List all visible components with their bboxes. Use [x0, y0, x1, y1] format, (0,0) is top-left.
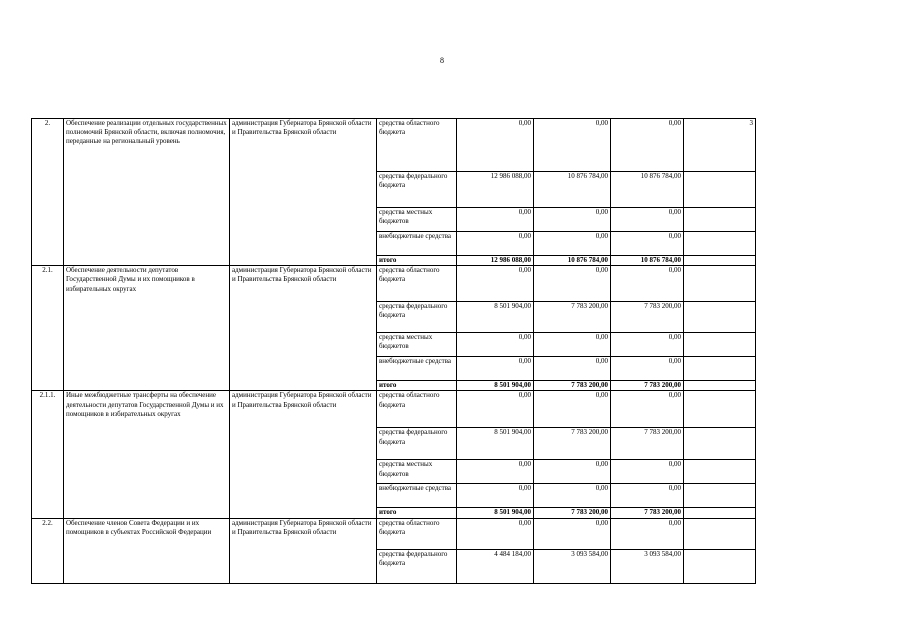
amount-cell: 3 093 584,00 [534, 549, 611, 583]
amount-cell: 0,00 [457, 460, 534, 484]
funding-source: средства местных бюджетов [377, 208, 457, 232]
extra-cell [684, 391, 756, 428]
table-row [32, 391, 756, 428]
amount-cell: 0,00 [534, 391, 611, 428]
amount-cell: 0,00 [534, 357, 611, 381]
amount-cell: 12 986 088,00 [457, 256, 534, 266]
amount-cell: 7 783 200,00 [534, 302, 611, 333]
amount-cell: 8 501 904,00 [457, 508, 534, 518]
event-name: Обеспечение членов Совета Федерации и их помощников в субъектах Российской Федерации [64, 518, 230, 583]
extra-cell: 3 [684, 119, 756, 172]
funding-source: средства федерального бюджета [377, 302, 457, 333]
extra-cell [684, 508, 756, 518]
funding-source: средства областного бюджета [377, 391, 457, 428]
amount-cell: 10 876 784,00 [611, 172, 684, 208]
amount-cell: 0,00 [457, 518, 534, 549]
row-number: 2. [32, 119, 64, 266]
amount-cell: 8 501 904,00 [457, 381, 534, 391]
amount-cell: 10 876 784,00 [534, 256, 611, 266]
funding-source: средства областного бюджета [377, 518, 457, 549]
extra-cell [684, 460, 756, 484]
amount-cell: 0,00 [534, 333, 611, 357]
extra-cell [684, 256, 756, 266]
funding-source: средства федерального бюджета [377, 549, 457, 583]
amount-cell: 0,00 [611, 333, 684, 357]
amount-cell: 0,00 [534, 484, 611, 508]
amount-cell: 0,00 [457, 391, 534, 428]
amount-cell: 10 876 784,00 [611, 256, 684, 266]
amount-cell: 7 783 200,00 [534, 508, 611, 518]
event-name: Обеспечение деятельности депутатов Государственной Думы и их помощников в избирательных округах [64, 266, 230, 391]
funding-source: средства областного бюджета [377, 119, 457, 172]
amount-cell: 0,00 [611, 119, 684, 172]
row-number: 2.1.1. [32, 391, 64, 518]
event-name: Обеспечение реализации отдельных государственных полномочий Брянской области, включая полномочия, переданные на региональный уровень [64, 119, 230, 266]
executor: администрация Губернатора Брянской области и Правительства Брянской области [230, 266, 377, 391]
amount-cell: 0,00 [457, 232, 534, 256]
amount-cell: 0,00 [611, 266, 684, 302]
amount-cell: 10 876 784,00 [534, 172, 611, 208]
extra-cell [684, 172, 756, 208]
amount-cell: 7 783 200,00 [611, 302, 684, 333]
extra-cell [684, 428, 756, 460]
amount-cell: 0,00 [534, 266, 611, 302]
extra-cell [684, 266, 756, 302]
amount-cell: 0,00 [611, 208, 684, 232]
funding-source: средства федерального бюджета [377, 428, 457, 460]
amount-cell: 0,00 [457, 208, 534, 232]
budget-table [31, 118, 756, 584]
table-body [32, 119, 756, 584]
amount-cell: 0,00 [457, 333, 534, 357]
funding-source: итого [377, 256, 457, 266]
amount-cell: 8 501 904,00 [457, 428, 534, 460]
amount-cell: 0,00 [457, 119, 534, 172]
funding-source: средства областного бюджета [377, 266, 457, 302]
funding-source: средства федерального бюджета [377, 172, 457, 208]
extra-cell [684, 333, 756, 357]
amount-cell: 0,00 [611, 518, 684, 549]
executor: администрация Губернатора Брянской области и Правительства Брянской области [230, 391, 377, 518]
amount-cell: 12 986 088,00 [457, 172, 534, 208]
executor: администрация Губернатора Брянской области и Правительства Брянской области [230, 119, 377, 266]
funding-source: внебюджетные средства [377, 484, 457, 508]
row-number: 2.1. [32, 266, 64, 391]
amount-cell: 3 093 584,00 [611, 549, 684, 583]
amount-cell: 0,00 [611, 391, 684, 428]
extra-cell [684, 518, 756, 549]
amount-cell: 7 783 200,00 [534, 428, 611, 460]
amount-cell: 7 783 200,00 [611, 508, 684, 518]
amount-cell: 7 783 200,00 [611, 428, 684, 460]
executor: администрация Губернатора Брянской области и Правительства Брянской области [230, 518, 377, 583]
extra-cell [684, 381, 756, 391]
amount-cell: 7 783 200,00 [611, 381, 684, 391]
event-name: Иные межбюджетные трансферты на обеспечение деятельности депутатов Государственной Думы и их помощников в избирательных округах [64, 391, 230, 518]
extra-cell [684, 232, 756, 256]
amount-cell: 0,00 [611, 357, 684, 381]
amount-cell: 0,00 [457, 266, 534, 302]
amount-cell: 0,00 [534, 460, 611, 484]
funding-source: итого [377, 381, 457, 391]
row-number: 2.2. [32, 518, 64, 583]
amount-cell: 0,00 [534, 119, 611, 172]
table-row [32, 518, 756, 549]
amount-cell: 0,00 [611, 484, 684, 508]
extra-cell [684, 549, 756, 583]
table-row [32, 119, 756, 172]
extra-cell [684, 484, 756, 508]
extra-cell [684, 357, 756, 381]
funding-source: внебюджетные средства [377, 357, 457, 381]
extra-cell [684, 302, 756, 333]
funding-source: итого [377, 508, 457, 518]
funding-source: средства местных бюджетов [377, 460, 457, 484]
funding-source: средства местных бюджетов [377, 333, 457, 357]
extra-cell [684, 208, 756, 232]
amount-cell: 0,00 [457, 357, 534, 381]
page-number: 8 [440, 56, 444, 65]
amount-cell: 7 783 200,00 [534, 381, 611, 391]
amount-cell: 0,00 [534, 208, 611, 232]
amount-cell: 4 484 184,00 [457, 549, 534, 583]
amount-cell: 8 501 904,00 [457, 302, 534, 333]
amount-cell: 0,00 [534, 232, 611, 256]
funding-source: внебюджетные средства [377, 232, 457, 256]
amount-cell: 0,00 [534, 518, 611, 549]
table-row [32, 266, 756, 302]
amount-cell: 0,00 [611, 232, 684, 256]
amount-cell: 0,00 [457, 484, 534, 508]
amount-cell: 0,00 [611, 460, 684, 484]
